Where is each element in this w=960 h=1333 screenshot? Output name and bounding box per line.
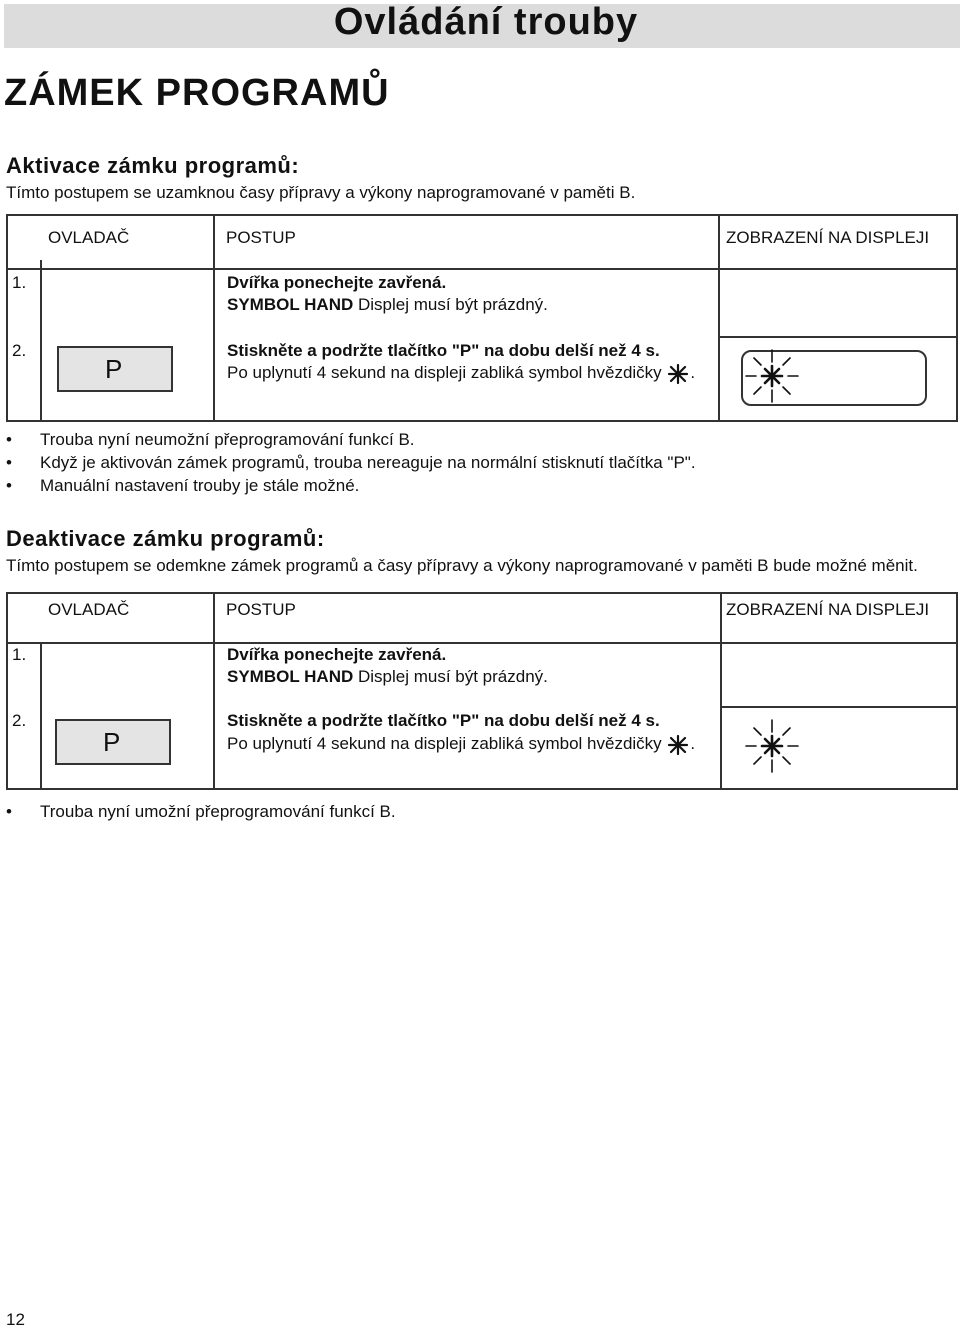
- column-header-control: OVLADAČ: [48, 228, 130, 247]
- step-number: 2.: [12, 341, 27, 360]
- column-header-procedure: POSTUP: [226, 600, 296, 619]
- blinking-star-icon: [744, 718, 804, 774]
- step-text: Stiskněte a podržte tlačítko "P" na dobu delší než 4 s.: [227, 711, 660, 730]
- step-text-end: .: [690, 734, 696, 753]
- column-divider: [213, 592, 215, 790]
- section2-description: Tímto postupem se odemkne zámek programů a časy přípravy a výkony naprogramované v paměti B bude možné měnit.: [6, 556, 918, 575]
- step-text-bold: SYMBOL HAND: [227, 295, 354, 314]
- step-text-rest: Displej musí být prázdný.: [353, 295, 548, 314]
- step-text: [227, 294, 548, 316]
- asterisk-icon: [666, 734, 690, 756]
- p-button[interactable]: P: [55, 719, 171, 765]
- column-divider: [213, 214, 215, 422]
- step-text: [227, 666, 548, 688]
- row-divider: [6, 642, 958, 644]
- row-divider: [718, 336, 958, 338]
- page-number: 12: [6, 1310, 25, 1329]
- section1-description: Tímto postupem se uzamknou časy přípravy a výkony naprogramované v paměti B.: [6, 183, 636, 202]
- column-header-display: ZOBRAZENÍ NA DISPLEJI: [726, 600, 930, 619]
- step-number: 1.: [12, 273, 27, 292]
- section1-heading: Aktivace zámku programů:: [6, 153, 300, 178]
- column-header-control: OVLADAČ: [48, 600, 130, 619]
- step-text-end: .: [690, 363, 696, 382]
- p-button[interactable]: P: [57, 346, 173, 392]
- step-text: Dvířka ponechejte zavřená.: [227, 645, 447, 664]
- step-text: Stiskněte a podržte tlačítko "P" na dobu delší než 4 s.: [227, 341, 660, 360]
- step-number: 2.: [12, 711, 27, 730]
- row-divider: [720, 706, 958, 708]
- section2-heading: Deaktivace zámku programů:: [6, 526, 325, 551]
- step-text: [227, 733, 695, 756]
- column-divider: [40, 260, 42, 422]
- step-text-line: Po uplynutí 4 sekund na displeji zabliká symbol hvězdičky: [227, 363, 662, 382]
- step-text: [227, 362, 695, 385]
- column-divider: [718, 214, 720, 422]
- row-divider: [6, 268, 958, 270]
- column-divider: [40, 642, 42, 790]
- main-title: ZÁMEK PROGRAMŮ: [4, 72, 390, 114]
- blinking-star-icon: [744, 348, 804, 404]
- column-header-procedure: POSTUP: [226, 228, 296, 247]
- page-header-title: Ovládání trouby: [333, 1, 639, 43]
- asterisk-icon: [666, 363, 690, 385]
- step-text-bold: SYMBOL HAND: [227, 667, 354, 686]
- column-divider: [720, 592, 722, 790]
- column-header-display: ZOBRAZENÍ NA DISPLEJI: [726, 228, 930, 247]
- step-text-line: Po uplynutí 4 sekund na displeji zabliká symbol hvězdičky: [227, 734, 662, 753]
- step-text-rest: Displej musí být prázdný.: [353, 667, 548, 686]
- step-text: Dvířka ponechejte zavřená.: [227, 273, 447, 292]
- step-number: 1.: [12, 645, 27, 664]
